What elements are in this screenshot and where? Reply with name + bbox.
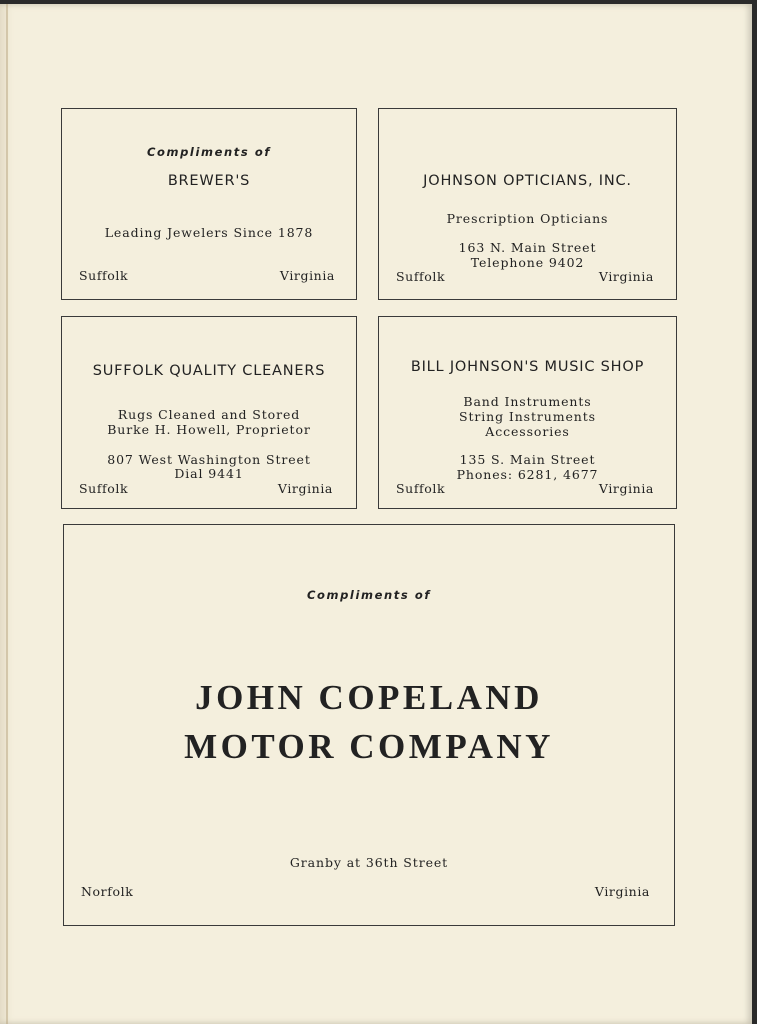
ad-line-1: Rugs Cleaned and Stored bbox=[117, 407, 301, 422]
ad-suffolk-quality-cleaners bbox=[61, 316, 357, 509]
ad-state: Virginia bbox=[277, 481, 333, 496]
ad-city: Suffolk bbox=[79, 481, 129, 496]
ad-compliments: Compliments of bbox=[306, 588, 432, 602]
ad-johnson-opticians bbox=[378, 108, 677, 300]
ad-city: Suffolk bbox=[396, 269, 446, 284]
ad-address: 135 S. Main Street bbox=[459, 452, 596, 467]
ad-brewers bbox=[61, 108, 357, 300]
ad-john-copeland-motor-company bbox=[63, 524, 675, 926]
ad-business-name: SUFFOLK QUALITY CLEANERS bbox=[92, 363, 326, 379]
ad-address: Granby at 36th Street bbox=[289, 855, 449, 870]
ad-line-3: Accessories bbox=[485, 424, 570, 439]
yearbook-page bbox=[0, 4, 752, 1024]
ad-line-2: Burke H. Howell, Proprietor bbox=[107, 422, 311, 437]
ad-state: Virginia bbox=[594, 884, 650, 899]
ad-tagline: Prescription Opticians bbox=[446, 211, 609, 226]
ad-address: 807 West Washington Street bbox=[107, 452, 311, 467]
ad-state: Virginia bbox=[598, 481, 654, 496]
ad-compliments: Compliments of bbox=[146, 145, 272, 159]
ad-tagline: Leading Jewelers Since 1878 bbox=[104, 225, 314, 240]
ad-bill-johnsons-music-shop bbox=[378, 316, 677, 509]
ad-city: Norfolk bbox=[81, 884, 134, 899]
ad-line-1: Band Instruments bbox=[463, 394, 592, 409]
ad-business-name: BREWER'S bbox=[167, 173, 251, 189]
ad-state: Virginia bbox=[598, 269, 654, 284]
ad-state: Virginia bbox=[279, 268, 335, 283]
page-fold bbox=[6, 4, 8, 1024]
ad-business-name: BILL JOHNSON'S MUSIC SHOP bbox=[410, 359, 645, 375]
ad-phone: Dial 9441 bbox=[174, 466, 244, 481]
ad-business-name-line-1: JOHN COPELAND bbox=[195, 678, 543, 717]
ad-city: Suffolk bbox=[396, 481, 446, 496]
ad-line-2: String Instruments bbox=[459, 409, 596, 424]
ad-business-name: JOHNSON OPTICIANS, INC. bbox=[423, 173, 632, 189]
ad-phone: Phones: 6281, 4677 bbox=[456, 467, 599, 482]
ad-business-name-line-2: MOTOR COMPANY bbox=[184, 727, 554, 766]
ad-city: Suffolk bbox=[79, 268, 129, 283]
ad-phone: Telephone 9402 bbox=[470, 255, 585, 270]
ad-address: 163 N. Main Street bbox=[458, 240, 597, 255]
